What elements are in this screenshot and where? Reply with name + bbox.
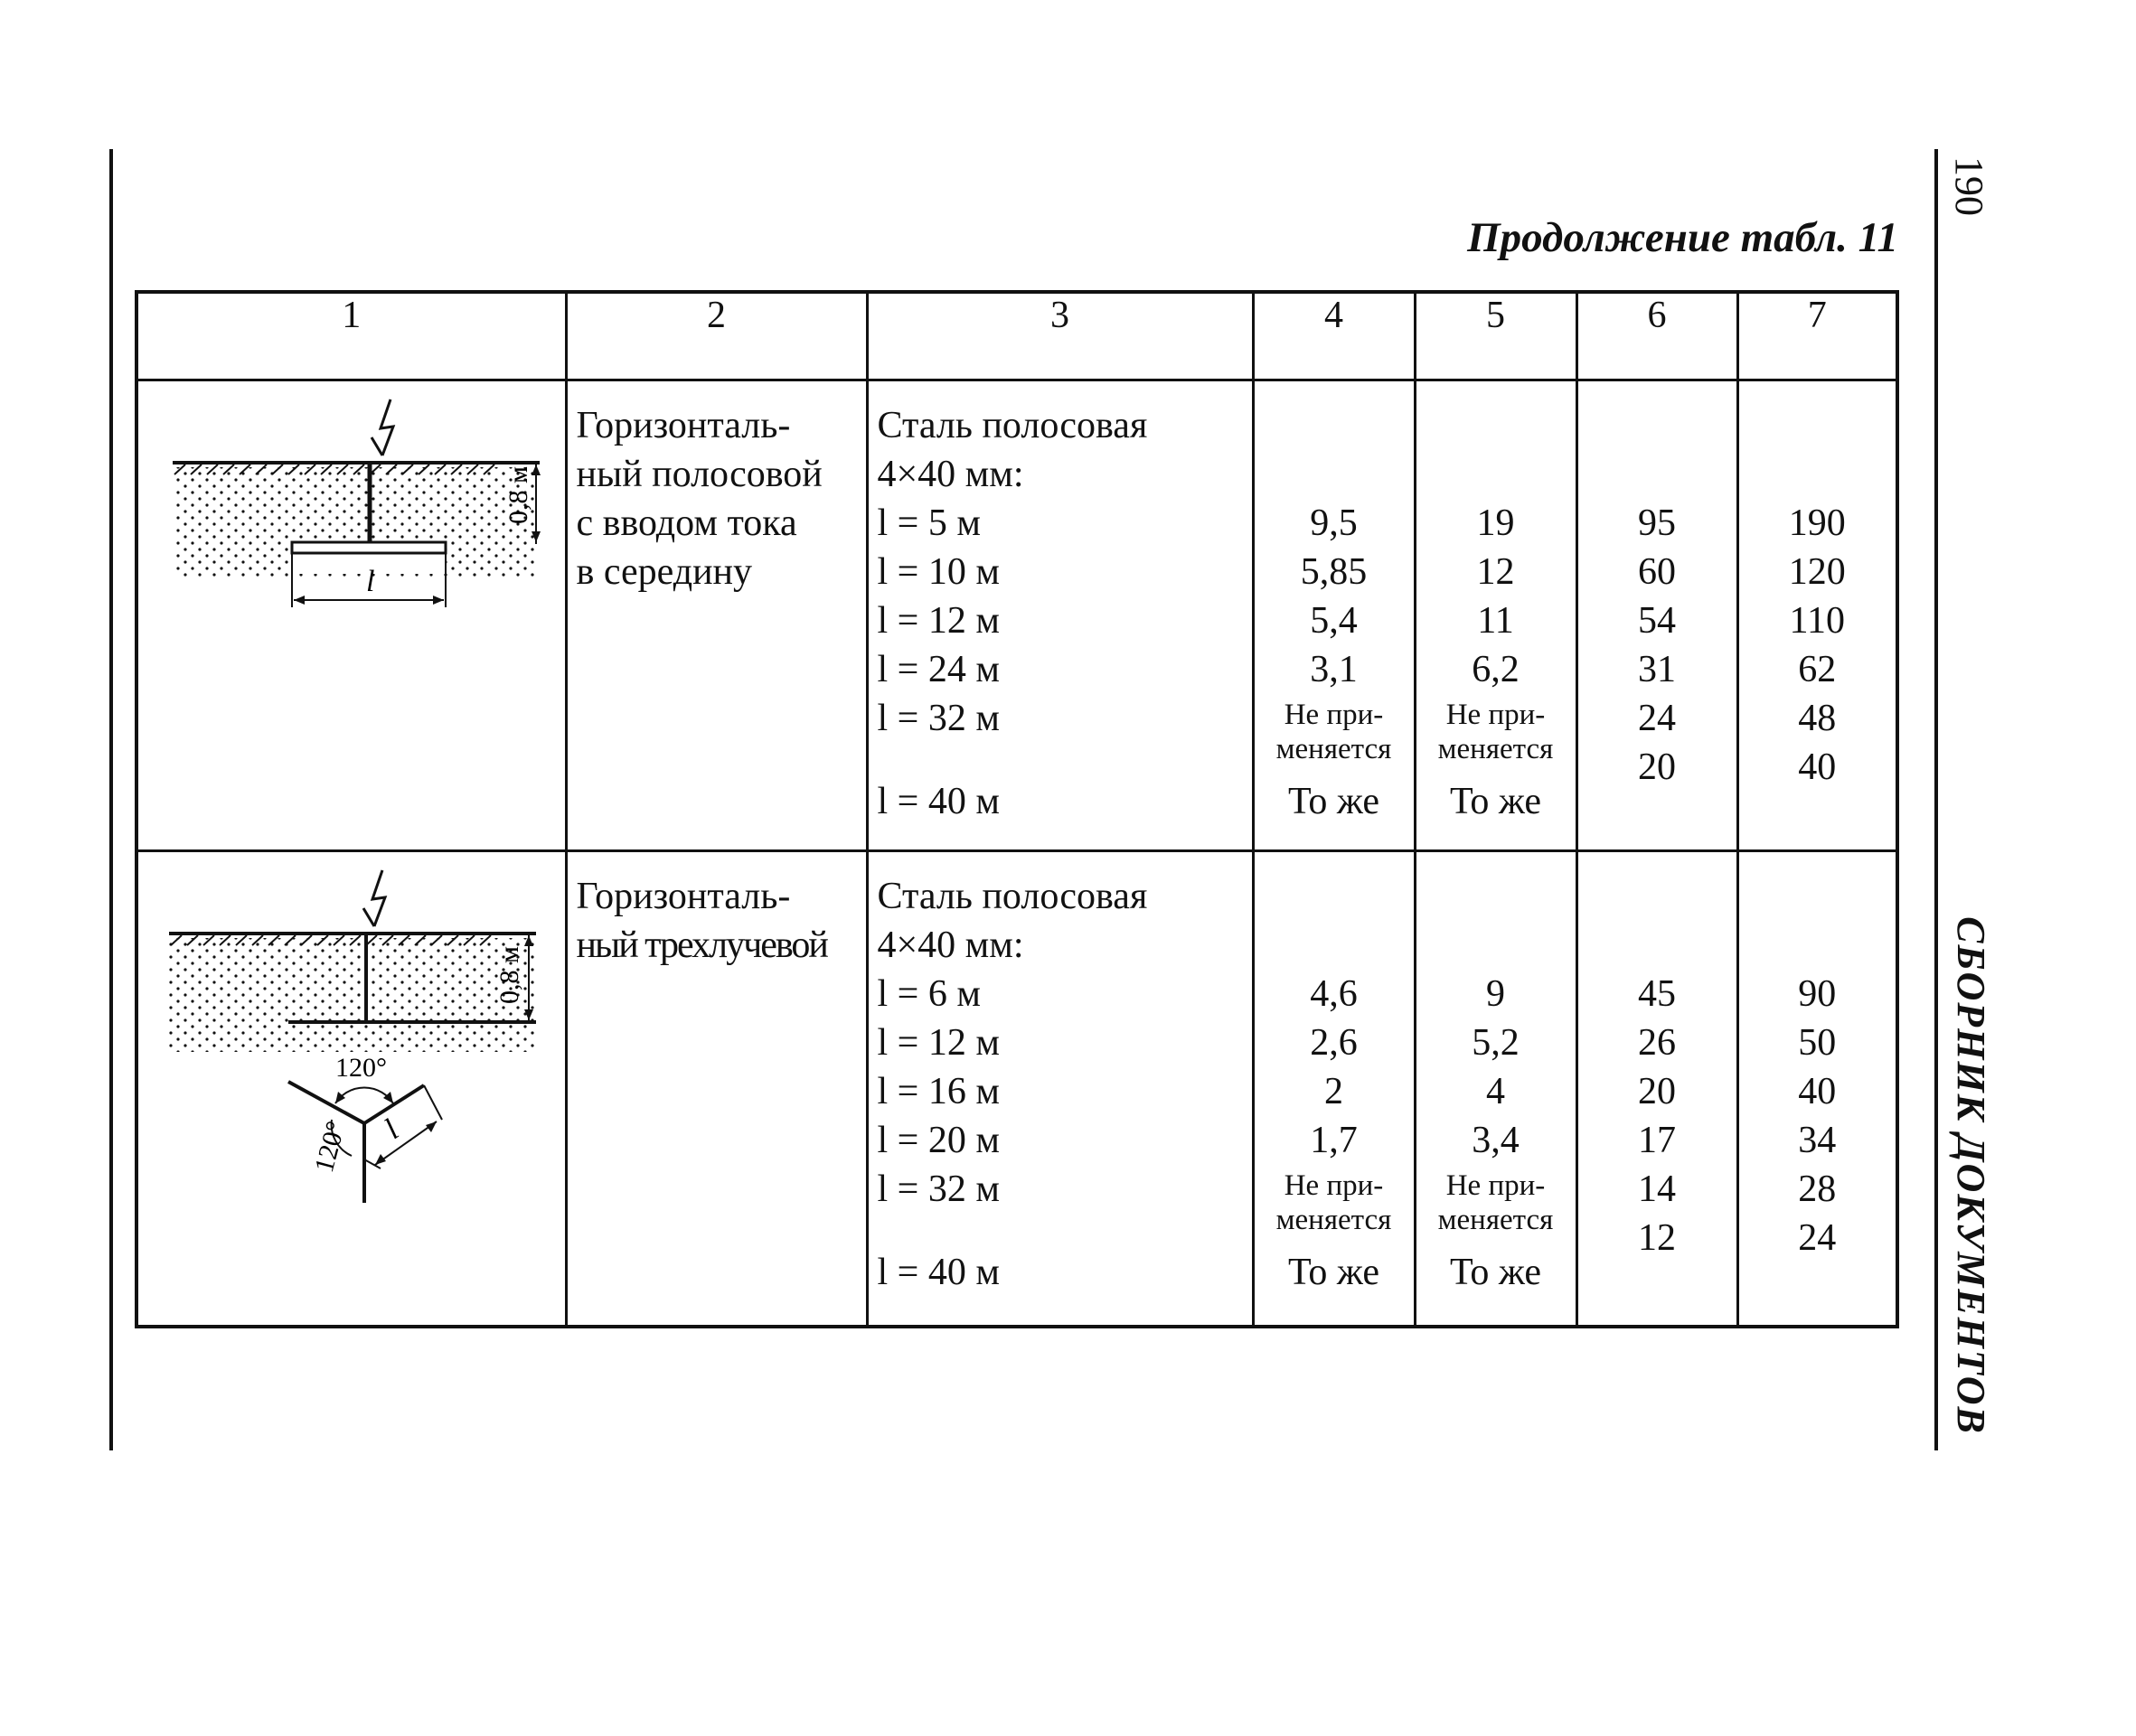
col5-cell <box>1415 380 1576 851</box>
table-cell-value: 90 <box>1798 973 1837 1015</box>
horizontal-strip-center-feed-diagram-icon <box>138 381 563 634</box>
table-cell-value: То же <box>1449 781 1542 822</box>
spacer <box>1578 450 1736 499</box>
material-line: 4×40 мм: <box>877 924 1024 966</box>
spacer <box>1416 401 1576 450</box>
page-number: 190 <box>1947 156 1991 216</box>
running-title: СБОРНИК ДОКУМЕНТОВ <box>1949 916 1993 1435</box>
table-cell-value: 2 <box>1324 1071 1343 1112</box>
material-cell <box>867 380 1253 851</box>
type-line: Горизонталь- <box>576 876 791 917</box>
table-cell-value: 45 <box>1638 973 1676 1015</box>
spacer <box>1739 921 1896 970</box>
col4-cell <box>1253 380 1415 851</box>
angle-label-top: 120° <box>335 1053 387 1083</box>
table-cell-value: 24 <box>1798 1217 1837 1259</box>
length-value: l = 20 м <box>877 1120 1000 1161</box>
table-cell-value: 190 <box>1788 502 1846 544</box>
table-cell-value: То же <box>1287 781 1380 822</box>
material-line: Сталь полосовая <box>877 405 1148 446</box>
table-row <box>136 380 1897 851</box>
material-line: Сталь полосовая <box>877 876 1148 917</box>
spacer <box>1578 872 1736 921</box>
length-value: l = 32 м <box>877 698 1000 739</box>
table-cell-value: 60 <box>1638 551 1676 593</box>
left-margin-rule <box>109 149 113 1450</box>
table-cell-value: То же <box>1287 1252 1380 1293</box>
type-line: Горизонталь- <box>576 405 791 446</box>
type-line: ный полосовой <box>576 454 823 495</box>
spacer <box>1416 921 1576 970</box>
table-cell-value: Не при- меняется <box>1275 699 1392 765</box>
table-cell-value: 4 <box>1486 1071 1505 1112</box>
column-number: 4 <box>1253 292 1415 380</box>
length-value: l = 16 м <box>877 1071 1000 1112</box>
column-number: 3 <box>867 292 1253 380</box>
spacer <box>1739 401 1896 450</box>
column-number: 1 <box>136 292 566 380</box>
spacer <box>1255 450 1414 499</box>
spacer <box>1416 872 1576 921</box>
length-label: l <box>366 565 375 598</box>
table-cell-value: 34 <box>1798 1120 1837 1161</box>
depth-label: 0,8 м <box>494 946 524 1004</box>
length-value: l = 6 м <box>877 973 981 1015</box>
table-cell-value: Не при- меняется <box>1437 1169 1554 1236</box>
table-row <box>136 851 1897 1327</box>
table-cell-value: 48 <box>1798 698 1837 739</box>
col6-cell <box>1576 380 1737 851</box>
table-cell-value: 2,6 <box>1310 1022 1358 1064</box>
table-cell-value: 4,6 <box>1310 973 1358 1015</box>
table-cell-value: 5,2 <box>1472 1022 1520 1064</box>
depth-label: 0,8 м <box>503 466 533 524</box>
length-value: l = 40 м <box>877 781 1000 822</box>
right-margin-rule <box>1934 149 1938 1450</box>
angle-label-side: 120° <box>308 1118 352 1176</box>
spacer <box>1578 401 1736 450</box>
length-value: l = 12 м <box>877 600 1000 642</box>
table-cell-value: Не при- меняется <box>1275 1169 1392 1236</box>
column-number: 2 <box>566 292 867 380</box>
table-cell-value: 110 <box>1789 600 1845 642</box>
spacer <box>1578 921 1736 970</box>
col4-cell <box>1253 851 1415 1327</box>
grounding-table <box>135 290 1899 1328</box>
diagram-cell <box>136 851 566 1327</box>
col5-cell <box>1415 851 1576 1327</box>
length-value: l = 24 м <box>877 649 1000 690</box>
table-cell-value: 62 <box>1798 649 1837 690</box>
material-line: 4×40 мм: <box>877 454 1024 495</box>
table-cell-value: 12 <box>1476 551 1515 593</box>
table-cell-value: 5,85 <box>1300 551 1368 593</box>
column-number-row <box>136 292 1897 380</box>
table-cell-value: 120 <box>1788 551 1846 593</box>
length-value: l = 32 м <box>877 1168 1000 1210</box>
type-cell <box>566 851 867 1327</box>
length-value: l = 10 м <box>877 551 1000 593</box>
col7-cell <box>1737 851 1897 1327</box>
diagram-cell <box>136 380 566 851</box>
type-cell <box>566 380 867 851</box>
spacer <box>1739 872 1896 921</box>
length-value: l = 5 м <box>877 502 981 544</box>
table-cell-value: 20 <box>1638 1071 1676 1112</box>
table-cell-value: 40 <box>1798 746 1837 788</box>
column-number: 7 <box>1737 292 1897 380</box>
spacer <box>1255 401 1414 450</box>
table-cell-value: 31 <box>1638 649 1676 690</box>
table-cell-value: 20 <box>1638 746 1676 788</box>
type-line: ный трехлучевой <box>576 924 827 966</box>
spacer <box>1255 921 1414 970</box>
spacer <box>1255 872 1414 921</box>
table-cell-value: 1,7 <box>1310 1120 1358 1161</box>
table-cell-value: 9 <box>1486 973 1505 1015</box>
col6-cell <box>1576 851 1737 1327</box>
table-cell-value: 17 <box>1638 1120 1676 1161</box>
column-number: 5 <box>1415 292 1576 380</box>
table-cell-value: 26 <box>1638 1022 1676 1064</box>
table-cell-value: 5,4 <box>1310 600 1358 642</box>
spacer <box>1739 450 1896 499</box>
col7-cell <box>1737 380 1897 851</box>
table-cell-value: 9,5 <box>1310 502 1358 544</box>
horizontal-three-ray-diagram-icon <box>138 852 563 1214</box>
table-cell-value: 11 <box>1477 600 1514 642</box>
table-cell-value: 28 <box>1798 1168 1837 1210</box>
table-cell-value: 19 <box>1476 502 1515 544</box>
material-cell <box>867 851 1253 1327</box>
table-cell-value: 24 <box>1638 698 1676 739</box>
length-value: l = 12 м <box>877 1022 1000 1064</box>
table-cell-value: 3,1 <box>1310 649 1358 690</box>
type-line: в середину <box>576 551 753 593</box>
table-cell-value: 54 <box>1638 600 1676 642</box>
table-caption: Продолжение табл. 11 <box>1467 214 1898 261</box>
table-cell-value: То же <box>1449 1252 1542 1293</box>
length-label: l <box>378 1113 405 1146</box>
table-cell-value: 50 <box>1798 1022 1837 1064</box>
type-line: с вводом тока <box>576 502 797 544</box>
table-cell-value: 95 <box>1638 502 1676 544</box>
table-cell-value: Не при- меняется <box>1437 699 1554 765</box>
table-cell-value: 14 <box>1638 1168 1676 1210</box>
table-cell-value: 3,4 <box>1472 1120 1520 1161</box>
table-cell-value: 6,2 <box>1472 649 1520 690</box>
length-value: l = 40 м <box>877 1252 1000 1293</box>
table-cell-value: 40 <box>1798 1071 1837 1112</box>
column-number: 6 <box>1576 292 1737 380</box>
table-cell-value: 12 <box>1638 1217 1676 1259</box>
spacer <box>1416 450 1576 499</box>
